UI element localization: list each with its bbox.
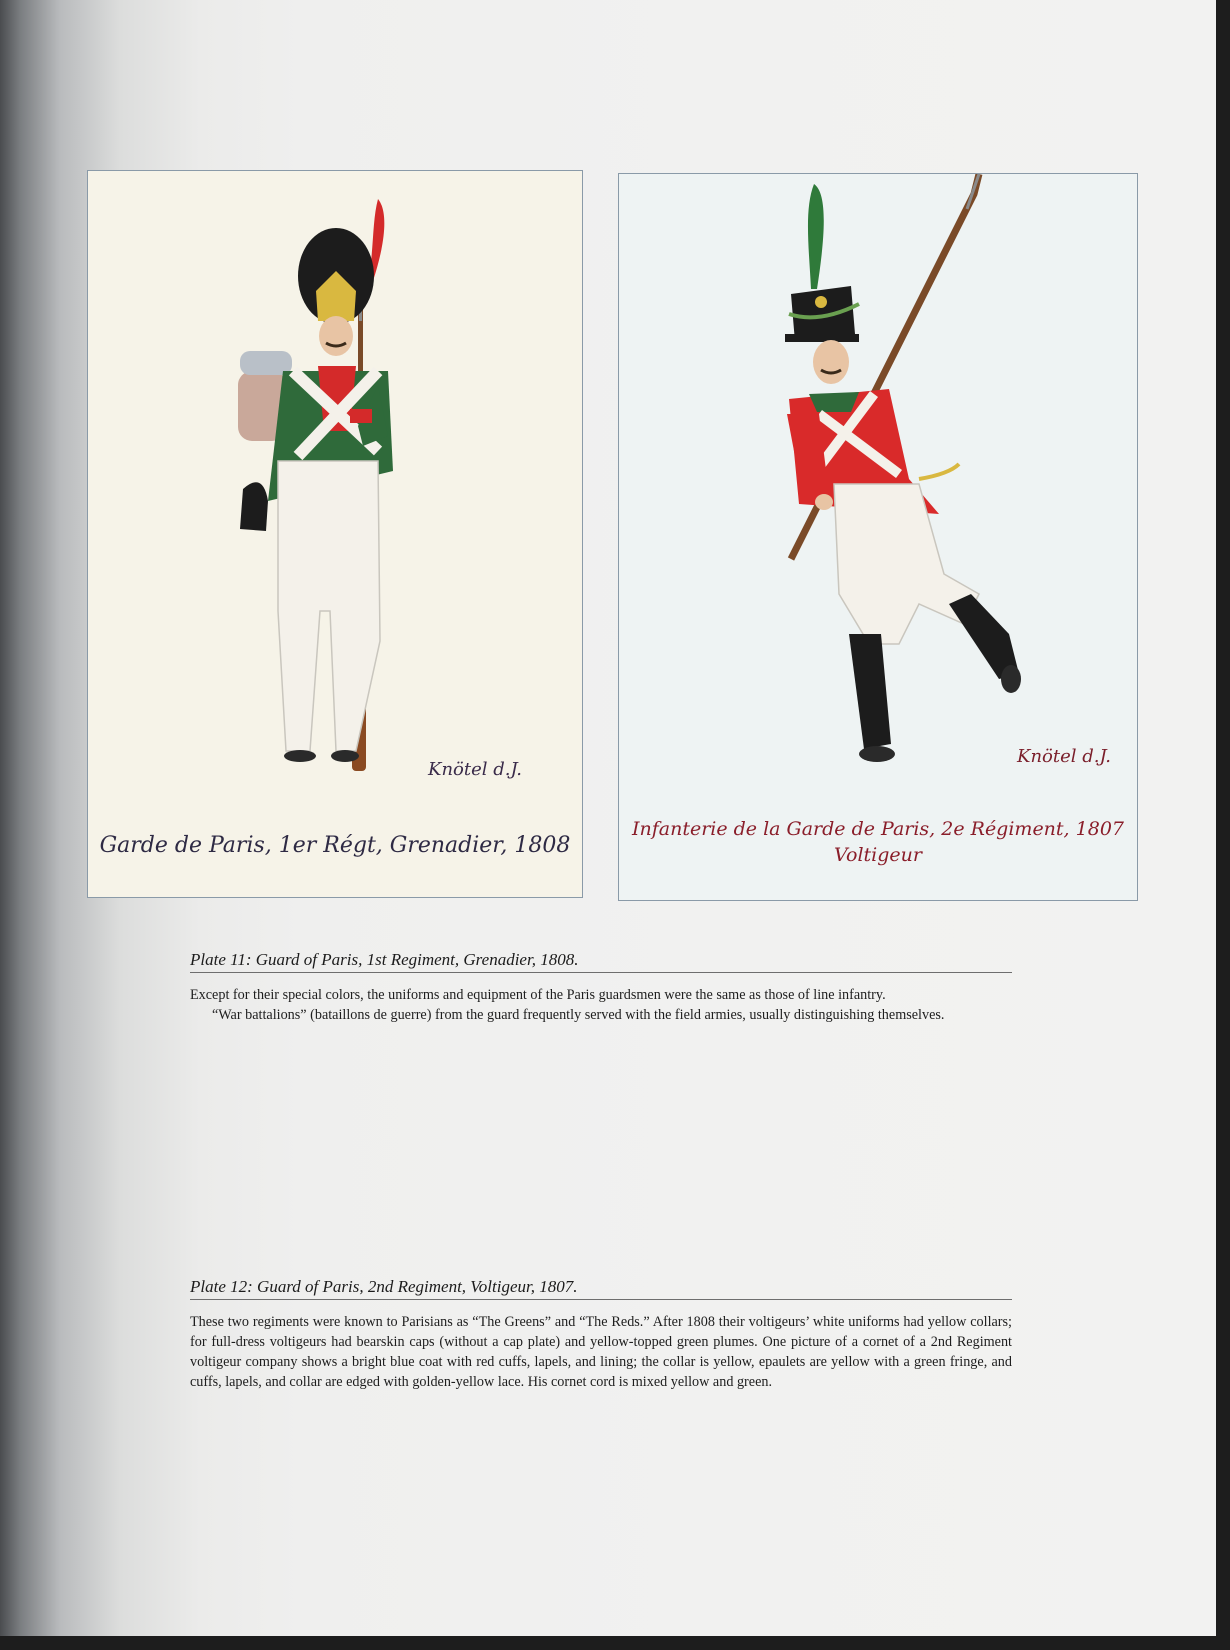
artist-signature: Knötel d.J. — [1017, 746, 1112, 767]
grenadier-figure — [88, 171, 582, 897]
green-plume — [808, 184, 824, 289]
inscription-line: Garde de Paris, 1er Régt, Grenadier, 1808 — [99, 833, 571, 858]
plate-inscription — [619, 816, 1137, 868]
caption-paragraph: “War battalions” (bataillons de guerre) from the guard frequently served with the field armies, usually distinguishing themselves. — [212, 1007, 945, 1023]
plate-11-caption-body — [190, 985, 1012, 1025]
inscription-line: Voltigeur — [834, 844, 922, 866]
plate-11-caption-title: Plate 11: Guard of Paris, 1st Regiment, Grenadier, 1808. — [190, 950, 1012, 973]
plate-inscription — [88, 833, 582, 858]
caption-paragraph: These two regiments were known to Parisians as “The Greens” and “The Reds.” After 1808 their voltigeurs’ white uniforms had yellow collars; for full-dress voltigeurs had bearskin caps (without a cap plate) and yellow-topped green plumes. One picture of a cornet of a 2nd Regiment voltigeur company shows a bright blue coat with red cuffs, lapels, and lining; the collar is yellow, epaulets are yellow with a green fringe, and cuffs, lapels, and collar are edged with golden-yellow lace. His cornet cord is mixed yellow and green. — [190, 1314, 1012, 1390]
white-breeches — [834, 484, 979, 644]
white-breeches — [278, 461, 380, 751]
plate-12-caption-title: Plate 12: Guard of Paris, 2nd Regiment, Voltigeur, 1807. — [190, 1277, 1012, 1300]
plate-11-illustration — [87, 170, 583, 898]
voltigeur-figure — [619, 174, 1137, 900]
artist-signature: Knötel d.J. — [428, 759, 523, 780]
shako — [791, 286, 855, 342]
plate-12-illustration — [618, 173, 1138, 901]
inscription-line: Infanterie de la Garde de Paris, 2e Régiment, 1807 — [631, 818, 1124, 840]
plate-12-caption-body — [190, 1312, 1012, 1392]
caption-paragraph: Except for their special colors, the uniforms and equipment of the Paris guardsmen were the same as those of line infantry. — [190, 987, 886, 1003]
